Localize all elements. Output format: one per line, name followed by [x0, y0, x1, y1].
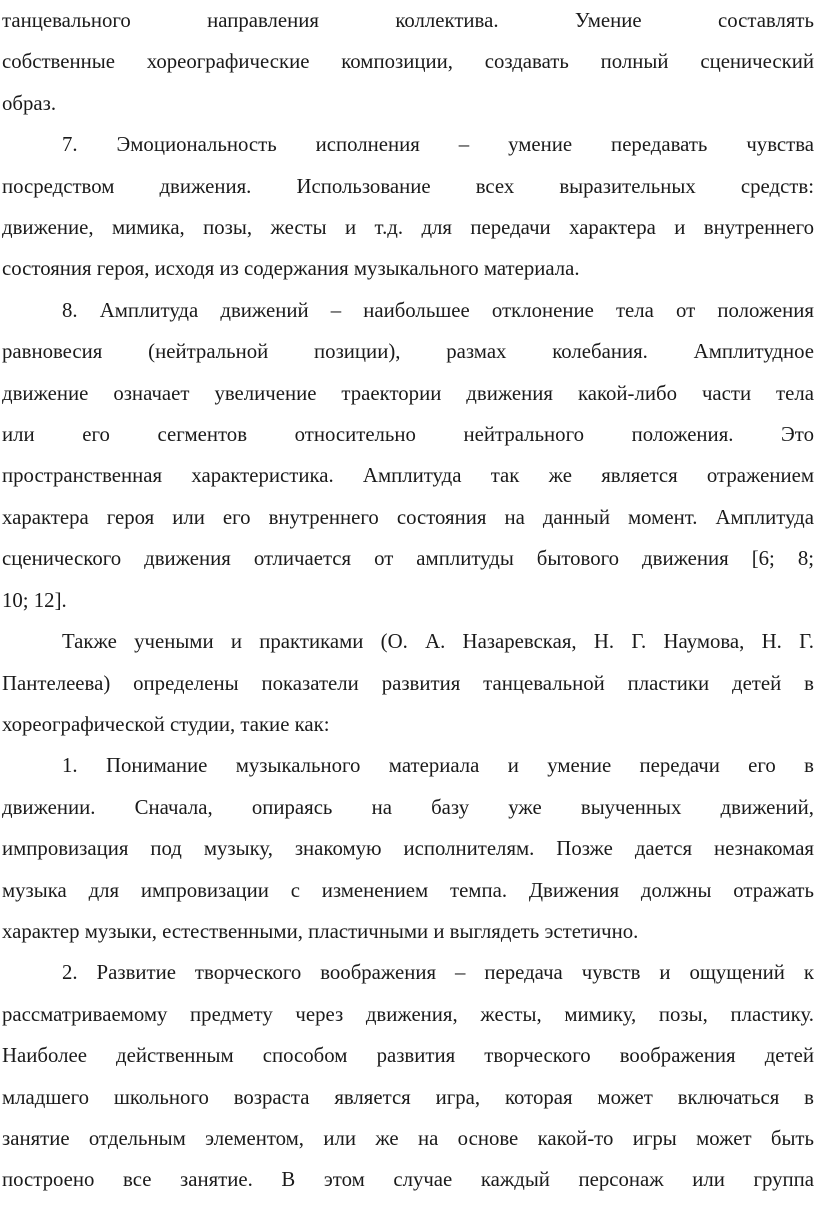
- text-line: Наиболее действенным способом развития творческого воображения детей: [2, 1044, 814, 1068]
- text-line: или его сегментов относительно нейтрального положения. Это: [2, 423, 814, 447]
- text-line: характер музыки, естественными, пластичными и выглядеть эстетично.: [2, 919, 639, 943]
- text-line: построено все занятие. В этом случае каждый персонаж или группа: [2, 1168, 814, 1192]
- paragraph-item-1: [2, 745, 814, 952]
- text-line: импровизация под музыку, знакомую исполнителям. Позже дается незнакомая: [2, 837, 814, 861]
- text-line: 1. Понимание музыкального материала и умение передачи его в: [62, 754, 814, 778]
- paragraph-indicators-intro: [2, 621, 814, 745]
- text-line: младшего школьного возраста является игра, которая может включаться в: [2, 1085, 814, 1109]
- text-line: собственные хореографические композиции, создавать полный сценический: [2, 50, 814, 74]
- text-line: характера героя или его внутреннего состояния на данный момент. Амплитуда: [2, 505, 814, 529]
- text-line: 10; 12].: [2, 588, 67, 612]
- text-line: Пантелеева) определены показатели развития танцевальной пластики детей в: [2, 671, 814, 695]
- text-line: музыка для импровизации с изменением темпа. Движения должны отражать: [2, 878, 814, 902]
- text-line: 7. Эмоциональность исполнения – умение передавать чувства: [62, 133, 814, 157]
- text-line: танцевального направления коллектива. Умение составлять: [2, 9, 814, 32]
- text-line: образ.: [2, 91, 57, 115]
- text-line: равновесия (нейтральной позиции), размах колебания. Амплитудное: [2, 340, 814, 364]
- text-line: хореографической студии, такие как:: [2, 712, 330, 736]
- text-line: рассматриваемому предмету через движения, жесты, мимику, позы, пластику.: [2, 1002, 814, 1026]
- text-line: занятие отдельным элементом, или же на основе какой-то игры может быть: [2, 1126, 814, 1150]
- text-line: посредством движения. Использование всех выразительных средств:: [2, 174, 814, 198]
- text-line: движение означает увеличение траектории движения какой-либо части тела: [2, 381, 814, 405]
- paragraph-item-8: [2, 290, 814, 621]
- text-line: сценического движения отличается от амплитуды бытового движения [6; 8;: [2, 547, 814, 571]
- paragraph-0: [2, 0, 814, 124]
- text-line: движении. Сначала, опираясь на базу уже выученных движений,: [2, 795, 814, 819]
- text-line: Также учеными и практиками (О. А. Назаревская, Н. Г. Наумова, Н. Г.: [62, 630, 814, 654]
- text-line: состояния героя, исходя из содержания музыкального материала.: [2, 257, 580, 281]
- text-line: пространственная характеристика. Амплитуда так же является отражением: [2, 464, 814, 488]
- paragraph-item-2: [2, 952, 814, 1200]
- text-line: движение, мимика, позы, жесты и т.д. для передачи характера и внутреннего: [2, 216, 814, 240]
- text-line: 2. Развитие творческого воображения – передача чувств и ощущений к: [62, 961, 814, 985]
- text-line: 8. Амплитуда движений – наибольшее отклонение тела от положения: [62, 298, 814, 322]
- paragraph-item-7: [2, 124, 814, 290]
